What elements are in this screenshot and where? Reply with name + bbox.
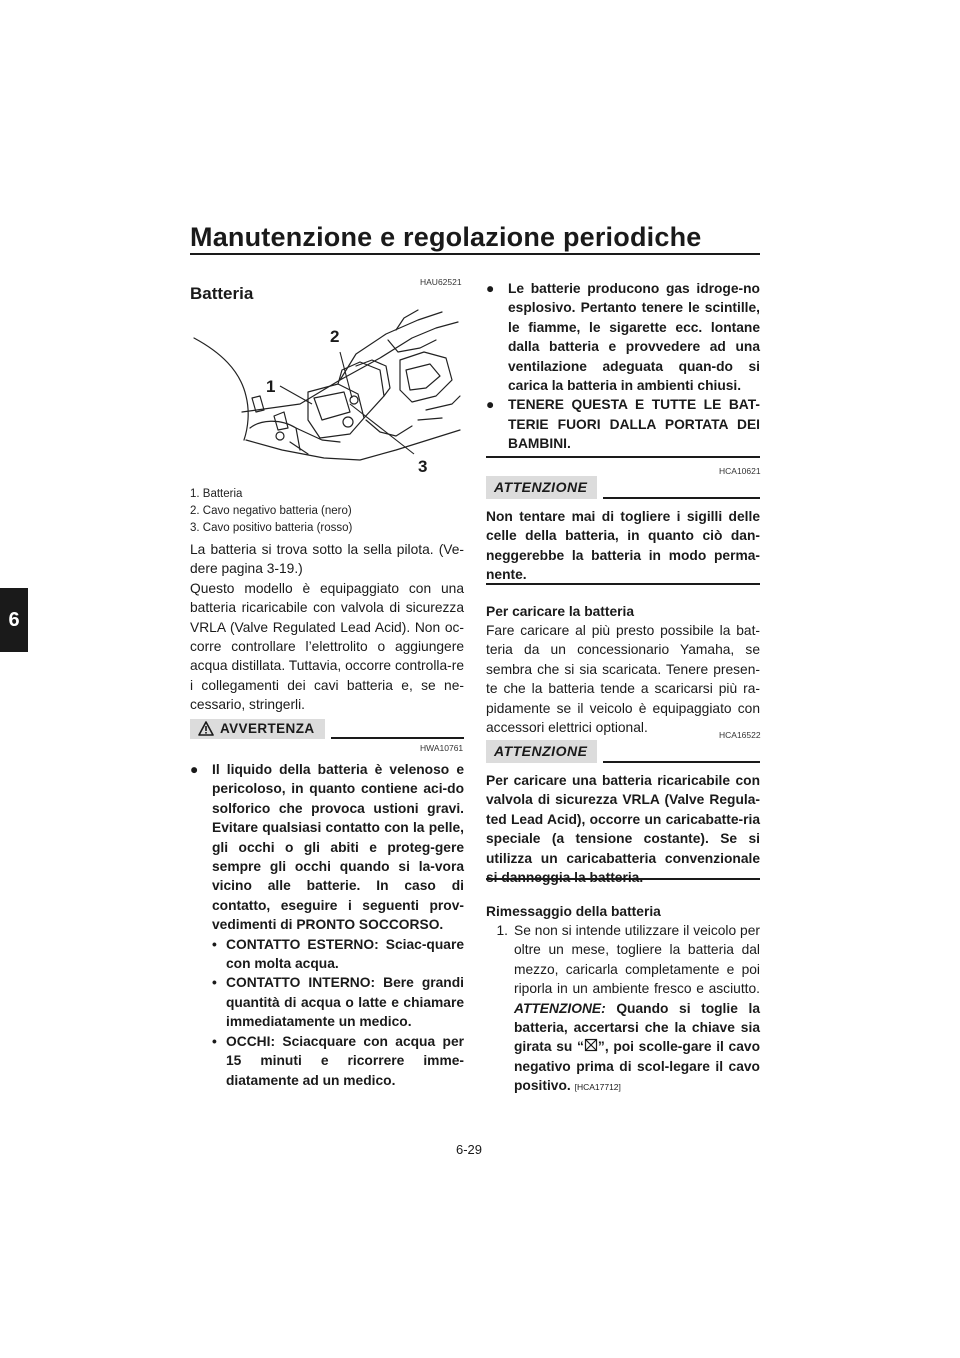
battery-figure [190, 300, 464, 480]
warning-body [190, 760, 464, 1090]
intro-paragraph-2: Questo modello è equipaggiato con una batteria ricaricabile con valvola di sicurezza VRLA (Valve Regulated Lead Acid). Non oc-corre controllare l’elettrolito o aggiungere acqua distillata. Tuttavia, occorre controlla-re i collegamenti dei cavi batteria e, se ne-cessario, stringerli. [190, 580, 464, 713]
notice1-header-line [603, 497, 760, 499]
charge-text: Fare caricare al più presto possibile la bat-teria da un concessionario Yamaha, se sembra che si sia scaricata. Tenere presen-te che la batteria tende a scaricarsi più ra-pidamente se il veicolo è equipaggiato con accessori elettrici optional. [486, 623, 760, 736]
notice2-end-rule [486, 878, 760, 880]
notice1-end-rule [486, 583, 760, 585]
notice2-code: HCA16522 [719, 730, 761, 740]
warning-end-rule [486, 456, 760, 458]
chapter-tab: 6 [0, 588, 28, 652]
step-body: Se non si intende utilizzare il veicolo per oltre un mese, togliere la batteria dal mezzo, caricarla completamente e poi riporla in un ambiente fresco e asciutto. ATTENZIONE: Quando si toglie la batteria, accertarsi che la chiave sia girata su “ ”, poi scolle-gare il cavo negativo prima di scol-legare il cavo positivo. [HCA17712] [514, 923, 760, 1094]
notice2-label: ATTENZIONE [486, 740, 597, 763]
callout-1: 1 [266, 377, 276, 396]
notice1-code: HCA10621 [719, 466, 761, 476]
caption-3: 3. Cavo positivo batteria (rosso) [190, 522, 353, 534]
step-number: 1. [496, 923, 508, 938]
warning-sub-item-3: • OCCHI: Sciacquare con acqua per 15 minuti e ricorrere imme-diatamente ad un medico. [190, 1032, 464, 1090]
notice1-header [486, 476, 760, 499]
caption-1: 1. Batteria [190, 488, 243, 500]
warning-sub-item-2: • CONTATTO INTERNO: Bere grandi quantità di acqua o latte e chiamare immediatamente un medico. [190, 973, 464, 1031]
warning-header [190, 719, 464, 739]
bullet-dot-icon: ● [190, 762, 199, 777]
notice2-header [486, 740, 760, 763]
warning-sub-item-1: • CONTATTO ESTERNO: Sciac-quare con molta acqua. [190, 935, 464, 974]
callout-3: 3 [418, 457, 428, 476]
warning-label: AVVERTENZA [220, 721, 315, 736]
intro-text [190, 540, 464, 715]
bullet-dot-icon: ● [486, 397, 495, 413]
key-off-icon [584, 1038, 598, 1052]
page-title: Manutenzione e regolazione periodiche [190, 222, 702, 252]
warning-label-box [190, 719, 325, 739]
notice2-text: Per caricare una batteria ricaricabile con valvola di sicurezza VRLA (Valve Regula-ted Lead Acid), occorre un caricabatte-ria speciale (a tensione costante). Se si utilizza un caricabatteria convenzionale [486, 773, 760, 866]
callout-2: 2 [330, 327, 340, 346]
figure-captions [190, 486, 352, 537]
sub-bullet-icon: • [212, 975, 217, 991]
step-attention-label: ATTENZIONE: [514, 1000, 606, 1016]
warning-bullet-3: ● TENERE QUESTA E TUTTE LE BAT-TERIE FUORI DALLA PORTATA DEI BAMBINI. [486, 395, 760, 453]
notice2-header-line [603, 761, 760, 763]
warning-bullet-2: ● Le batterie producono gas idroge-no esplosivo. Pertanto tenere le scintille, le fiamme, le sigarette ecc. lontane dalla batteria e provvedere ad una ventilazione adeguata quan-do si carica la batteria in ambienti chiusi. [486, 279, 760, 395]
sub-bullet-icon: • [212, 1033, 217, 1049]
warning-code: HWA10761 [420, 743, 464, 753]
notice1-label: ATTENZIONE [486, 476, 597, 499]
notice1-text: Non tentare mai di togliere i sigilli delle celle della batteria, in quanto ciò dan-neggerebbe la batteria in modo perma-nente. [486, 509, 760, 583]
intro-paragraph-1: La batteria si trova sotto la sella pilota. (Ve-dere pagina 3-19.) [190, 542, 464, 577]
warning-body-continued [486, 279, 760, 454]
section-title: Batteria [190, 284, 254, 303]
step-attention-code: [HCA17712] [574, 1082, 621, 1093]
sub-bullet-icon: • [212, 936, 217, 952]
storage-step-1 [486, 921, 760, 1098]
page-number: 6-29 [456, 1142, 483, 1157]
title-rule [190, 253, 760, 255]
storage-title: Rimessaggio della batteria [486, 904, 661, 919]
section-code: HAU62521 [420, 277, 462, 287]
charge-title: Per caricare la batteria [486, 604, 635, 619]
bullet-dot-icon: ● [486, 281, 495, 296]
caption-2: 2. Cavo negativo batteria (nero) [190, 505, 352, 517]
warning-triangle-icon [198, 721, 214, 736]
warning-header-line [331, 737, 464, 739]
warning-bullet-1: ● Il liquido della batteria è velenoso e pericoloso, in quanto contiene aci-do solforico che provoca ustioni gravi. Evitare qualsiasi contatto con la pelle, gli occhi o gli abiti e proteg-gere sempre gli occhi quando si la-vora vicino alle batterie. In caso di contatto, eseguire i seguenti prov-vedimenti di PRONTO SOCCORSO. [190, 760, 464, 935]
